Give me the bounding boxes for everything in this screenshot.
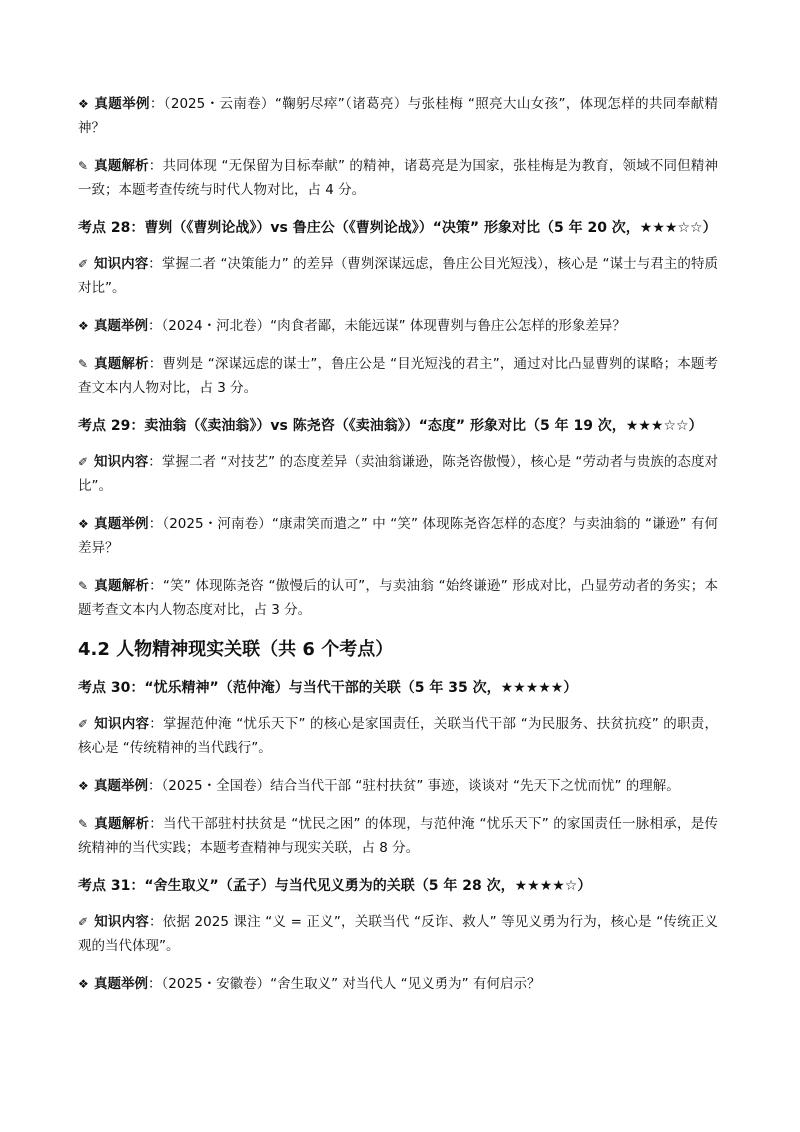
example-label: 真题举例 bbox=[94, 516, 149, 532]
knowledge-label: 知识内容 bbox=[94, 454, 149, 470]
diamond-bullet-icon: ❖ bbox=[78, 977, 89, 991]
knowledge-text: ：依据 2025 课注 “义 = 正义”，关联当代 “反诈、救人” 等见义勇为行为，核心是 “传统正义观的当代体现”。 bbox=[78, 914, 719, 954]
example-text: ：（2025・全国卷）结合当代干部 “驻村扶贫” 事迹，谈谈对 “先天下之忧而忧” 的理解。 bbox=[148, 778, 680, 794]
pencil-icon: ✐ bbox=[78, 257, 89, 271]
example-paragraph bbox=[78, 774, 718, 798]
kaodian-30-heading: 考点 30：“忧乐精神”（范仲淹）与当代干部的关联（5 年 35 次，★★★★★） bbox=[78, 680, 578, 696]
analysis-label: 真题解析 bbox=[94, 816, 150, 832]
example-text: ：（2025・云南卷）“鞠躬尽瘁”（诸葛亮）与张桂梅 “照亮大山女孩”，体现怎样的共同奉献精神？ bbox=[78, 96, 719, 136]
analysis-paragraph bbox=[78, 352, 718, 400]
knowledge-paragraph bbox=[78, 712, 718, 760]
analysis-text: ：当代干部驻村扶贫是 “忧民之困” 的体现，与范仲淹 “忧乐天下” 的家国责任一脉相承，是传统精神的当代实践；本题考查精神与现实关联，占 8 分。 bbox=[78, 816, 719, 856]
analysis-paragraph bbox=[78, 154, 718, 202]
example-paragraph bbox=[78, 92, 718, 140]
diamond-bullet-icon: ❖ bbox=[78, 319, 89, 333]
pencil-icon: ✎ bbox=[78, 159, 89, 173]
knowledge-text: ：掌握范仲淹 “忧乐天下” 的核心是家国责任，关联当代干部 “为民服务、扶贫抗疫” 的职责，核心是 “传统精神的当代践行”。 bbox=[78, 716, 719, 756]
diamond-bullet-icon: ❖ bbox=[78, 779, 89, 793]
example-label: 真题举例 bbox=[94, 96, 150, 112]
analysis-text: ：曹刿是 “深谋远虑的谋士”，鲁庄公是 “目光短浅的君主”，通过对比凸显曹刿的谋略；本题考查文本内人物对比，占 3 分。 bbox=[78, 356, 719, 396]
knowledge-text: ：掌握二者 “决策能力” 的差异（曹刿深谋远虑，鲁庄公目光短浅），核心是 “谋士与君主的特质对比”。 bbox=[78, 256, 718, 296]
example-paragraph bbox=[78, 314, 718, 338]
knowledge-paragraph bbox=[78, 910, 718, 958]
pencil-icon: ✎ bbox=[78, 579, 89, 593]
analysis-text: ：共同体现 “无保留为目标奉献” 的精神，诸葛亮是为国家，张桂梅是为教育，领域不同但精神一致；本题考查传统与时代人物对比，占 4 分。 bbox=[78, 158, 718, 198]
document-page bbox=[78, 92, 718, 1010]
knowledge-label: 知识内容 bbox=[94, 256, 149, 272]
pencil-icon: ✐ bbox=[78, 455, 89, 469]
example-text: ：（2025・河南卷）“康肃笑而遣之” 中 “笑” 体现陈尧咨怎样的态度？与卖油翁的 “谦逊” 有何差异？ bbox=[78, 516, 719, 556]
analysis-paragraph bbox=[78, 812, 718, 860]
example-label: 真题举例 bbox=[94, 318, 148, 334]
analysis-label: 真题解析 bbox=[94, 158, 149, 174]
kaodian-28-heading: 考点 28：曹刿（《曹刿论战》）vs 鲁庄公（《曹刿论战》）“决策” 形象对比（5 年 20 次，★★★☆☆） bbox=[78, 220, 717, 236]
example-paragraph bbox=[78, 972, 718, 996]
knowledge-paragraph bbox=[78, 450, 718, 498]
pencil-icon: ✎ bbox=[78, 357, 89, 371]
diamond-bullet-icon: ❖ bbox=[78, 97, 89, 111]
analysis-label: 真题解析 bbox=[94, 578, 150, 594]
example-label: 真题举例 bbox=[94, 778, 148, 794]
example-label: 真题举例 bbox=[94, 976, 148, 992]
pencil-icon: ✐ bbox=[78, 717, 89, 731]
analysis-label: 真题解析 bbox=[94, 356, 149, 372]
knowledge-label: 知识内容 bbox=[94, 716, 150, 732]
diamond-bullet-icon: ❖ bbox=[78, 517, 89, 531]
knowledge-text: ：掌握二者 “对技艺” 的态度差异（卖油翁谦逊，陈尧咨傲慢），核心是 “劳动者与贵族的态度对比”。 bbox=[78, 454, 718, 494]
analysis-text: ：“笑” 体现陈尧咨 “傲慢后的认可”，与卖油翁 “始终谦逊” 形成对比，凸显劳动者的务实；本题考查文本内人物态度对比，占 3 分。 bbox=[78, 578, 718, 618]
kaodian-31-heading: 考点 31：“舍生取义”（孟子）与当代见义勇为的关联（5 年 28 次，★★★★☆） bbox=[78, 878, 592, 894]
knowledge-paragraph bbox=[78, 252, 718, 300]
example-text: ：（2024・河北卷）“肉食者鄙，未能远谋” 体现曹刿与鲁庄公怎样的形象差异？ bbox=[148, 318, 626, 334]
knowledge-label: 知识内容 bbox=[94, 914, 149, 930]
example-paragraph bbox=[78, 512, 718, 560]
kaodian-29-heading: 考点 29：卖油翁（《卖油翁》）vs 陈尧咨（《卖油翁》）“态度” 形象对比（5 年 19 次，★★★☆☆） bbox=[78, 418, 703, 434]
analysis-paragraph bbox=[78, 574, 718, 622]
section-4-2-heading: 4.2 人物精神现实关联（共 6 个考点） bbox=[78, 639, 394, 660]
example-text: ：（2025・安徽卷）“舍生取义” 对当代人 “见义勇为” 有何启示？ bbox=[148, 976, 541, 992]
pencil-icon: ✎ bbox=[78, 817, 89, 831]
pencil-icon: ✐ bbox=[78, 915, 89, 929]
